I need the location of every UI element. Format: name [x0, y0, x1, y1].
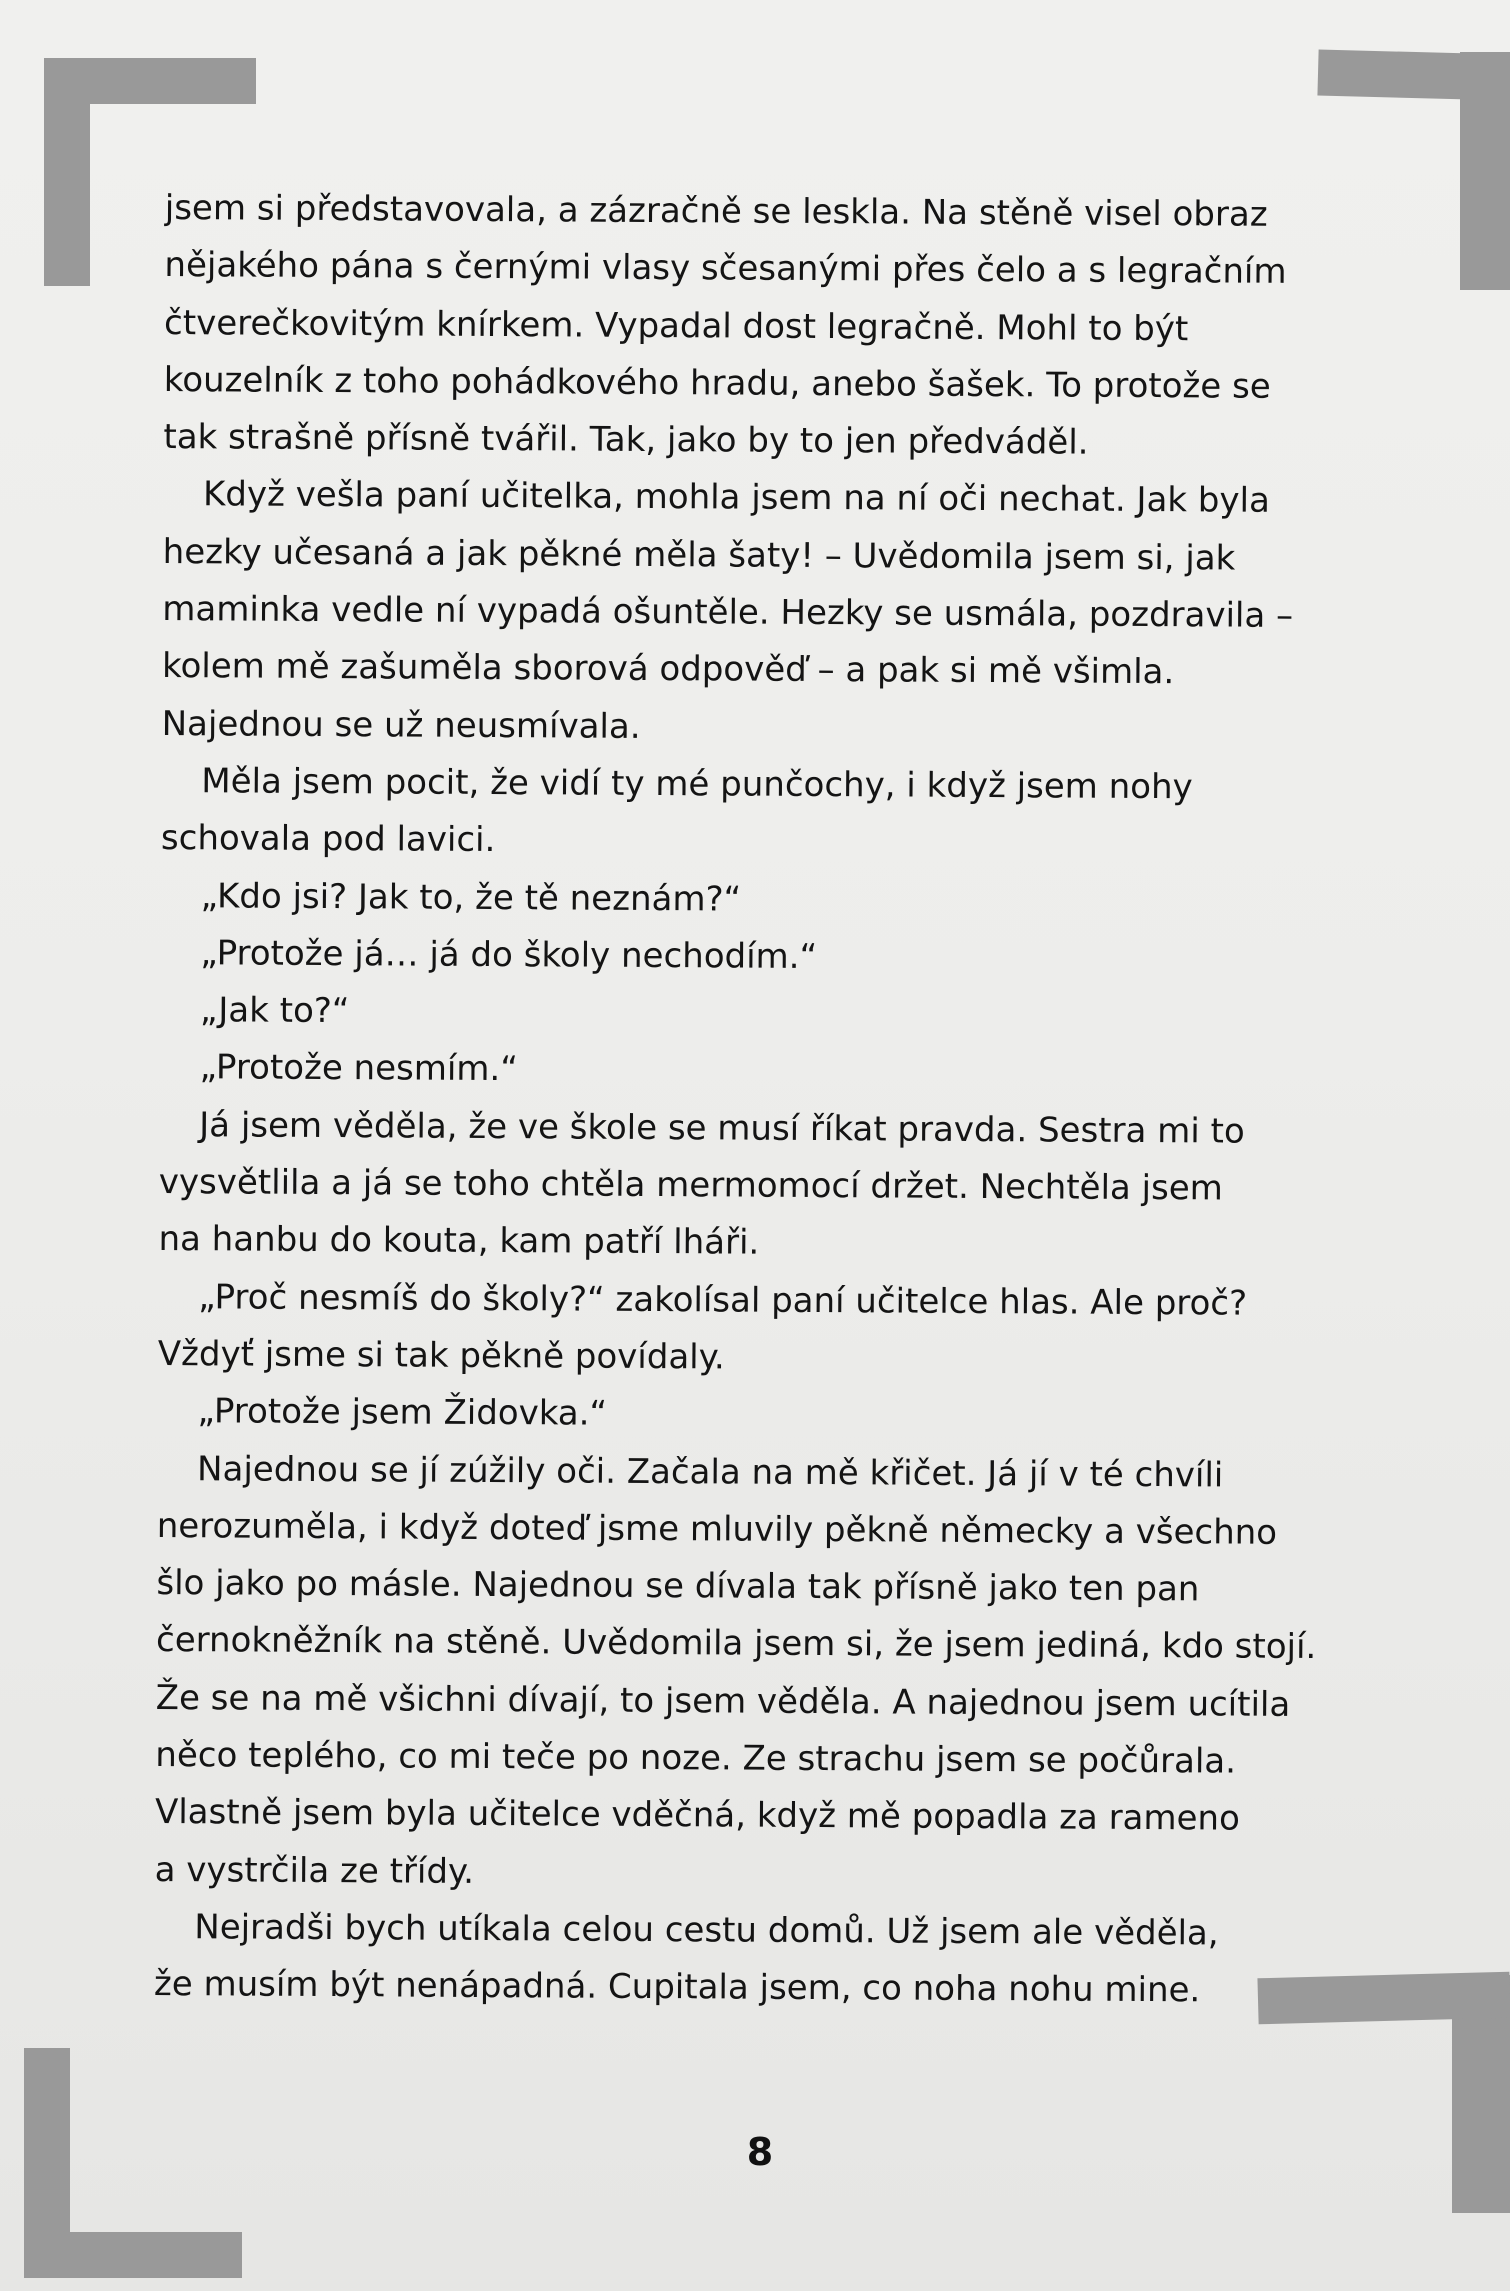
page-number: 8: [746, 2130, 774, 2174]
text-line: Měla jsem pocit, že vidí ty mé punčochy, i když jsem nohy: [201, 761, 1193, 808]
text-line: „Protože já… já do školy nechodím.“: [200, 933, 818, 977]
text-line: šlo jako po másle. Najednou se dívala tak přísně jako ten pan: [156, 1563, 1200, 1610]
text-line: „Protože nesmím.“: [199, 1047, 519, 1090]
text-line: „Protože jsem Židovka.“: [197, 1391, 608, 1434]
text-line: nějakého pána s černými vlasy sčesanými přes čelo a s legračním: [164, 245, 1287, 293]
corner-bracket-bottom-left: [24, 2232, 242, 2278]
text-line: Že se na mě všichni dívají, to jsem věděla. A najednou jsem ucítila: [155, 1677, 1291, 1725]
text-line: kolem mě zašuměla sborová odpověď – a pak si mě všimla.: [161, 646, 1175, 693]
text-line: nerozuměla, i když doteď jsme mluvily pěkně německy a všechno: [156, 1505, 1278, 1553]
text-line: a vystrčila ze třídy.: [154, 1849, 475, 1892]
text-line: že musím být nenápadná. Cupitala jsem, co noha nohu mine.: [153, 1964, 1201, 2011]
text-line: černokněžník na stěně. Uvědomila jsem si, že jsem jediná, kdo stojí.: [155, 1620, 1317, 1668]
text-line: maminka vedle ní vypadá ošuntěle. Hezky se usmála, pozdravila –: [162, 589, 1294, 636]
text-line: hezky učesaná a jak pěkné měla šaty! – Uvědomila jsem si, jak: [162, 531, 1236, 579]
text-line: „Kdo jsi? Jak to, že tě neznám?“: [200, 875, 742, 920]
text-line: něco teplého, co mi teče po noze. Ze strachu jsem se počůrala.: [155, 1734, 1237, 1782]
body-text: [154, 180, 1355, 2021]
text-line: Najednou se už neusmívala.: [161, 703, 641, 747]
text-line: Vždyť jsme si tak pěkně povídaly.: [157, 1333, 725, 1378]
text-line: Když vešla paní učitelka, mohla jsem na ní oči nechat. Jak byla: [202, 474, 1270, 522]
text-line: kouzelník z toho pohádkového hradu, anebo šašek. To protože se: [163, 359, 1271, 407]
text-line: na hanbu do kouta, kam patří lháři.: [158, 1219, 760, 1263]
text-line: schovala pod lavici.: [160, 818, 496, 861]
text-line: tak strašně přísně tvářil. Tak, jako by to jen předváděl.: [163, 417, 1089, 463]
text-line: jsem si představovala, a zázračně se leskla. Na stěně visel obraz: [164, 187, 1268, 235]
text-line: Já jsem věděla, že ve škole se musí říkat pravda. Sestra mi to: [199, 1104, 1245, 1152]
text-line: Vlastně jsem byla učitelce vděčná, když mě popadla za rameno: [154, 1792, 1240, 1839]
text-line: Nejradši bych utíkala celou cestu domů. Už jsem ale věděla,: [194, 1907, 1219, 1954]
text-line: „Proč nesmíš do školy?“ zakolísal paní učitelce hlas. Ale proč?: [198, 1276, 1248, 1324]
text-line: „Jak to?“: [199, 990, 350, 1032]
text-line: vysvětlila a já se toho chtěla mermomocí držet. Nechtěla jsem: [158, 1162, 1223, 1209]
corner-bracket-top-right: [1460, 52, 1510, 290]
corner-bracket-top-left: [44, 58, 90, 286]
text-line: Najednou se jí zúžily oči. Začala na mě křičet. Já jí v té chvíli: [197, 1448, 1224, 1496]
text-line: čtverečkovitým knírkem. Vypadal dost legračně. Mohl to být: [164, 302, 1189, 349]
